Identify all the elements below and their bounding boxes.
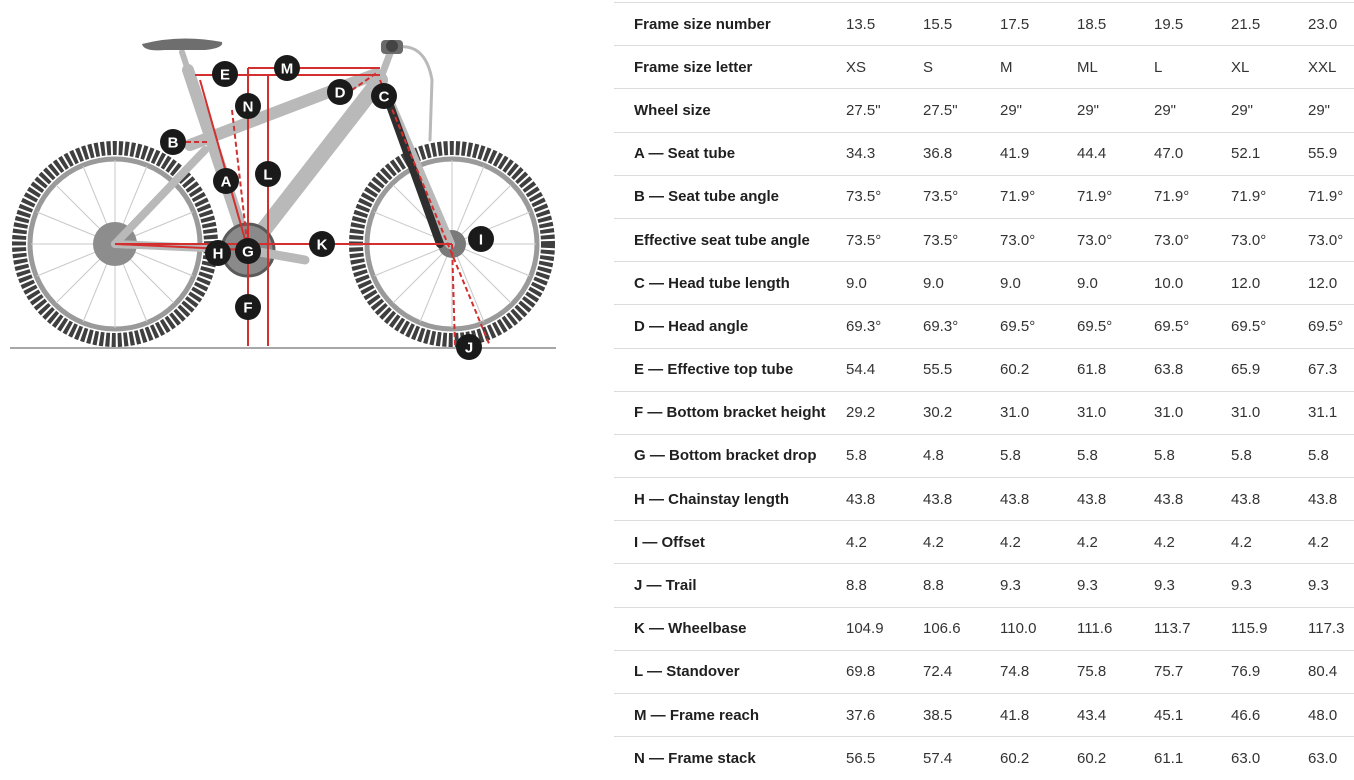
table-cell: 44.4 bbox=[1075, 132, 1152, 175]
table-cell: 63.0 bbox=[1308, 750, 1338, 768]
table-cell: 5.8 bbox=[844, 434, 921, 477]
table-cell: 56.5 bbox=[846, 750, 876, 768]
table-row bbox=[614, 3, 1354, 46]
table-cell: 12.0 bbox=[1306, 262, 1354, 305]
table-cell: 75.7 bbox=[1152, 650, 1229, 693]
row-label: C — Head tube length bbox=[614, 262, 844, 305]
table-row bbox=[614, 348, 1354, 391]
geometry-table bbox=[614, 2, 1354, 780]
row-label: H — Chainstay length bbox=[614, 478, 844, 521]
table-cell: 104.9 bbox=[844, 607, 921, 650]
badge-k-label: K bbox=[316, 236, 328, 254]
table-cell: 60.2 bbox=[1077, 750, 1107, 768]
table-cell: 4.8 bbox=[921, 434, 998, 477]
table-cell: 106.6 bbox=[921, 607, 998, 650]
row-label: Effective seat tube angle bbox=[614, 218, 844, 261]
table-cell: 69.5° bbox=[998, 305, 1075, 348]
table-cell: 4.2 bbox=[1229, 521, 1306, 564]
table-cell: 113.7 bbox=[1152, 607, 1229, 650]
table-cell: 29.2 bbox=[844, 391, 921, 434]
badge-l-label: L bbox=[263, 166, 273, 184]
table-cell: 74.8 bbox=[998, 650, 1075, 693]
table-cell: 10.0 bbox=[1152, 262, 1229, 305]
table-cell: 76.9 bbox=[1229, 650, 1306, 693]
table-cell: 73.5° bbox=[844, 218, 921, 261]
table-cell: 17.5 bbox=[998, 3, 1075, 46]
table-cell: 34.3 bbox=[844, 132, 921, 175]
table-row bbox=[614, 89, 1354, 132]
table-cell: 12.0 bbox=[1229, 262, 1306, 305]
table-row bbox=[614, 218, 1354, 261]
table-cell: 27.5" bbox=[921, 89, 998, 132]
table-cell: 43.8 bbox=[844, 478, 921, 521]
table-cell: 29" bbox=[1306, 89, 1354, 132]
table-cell: 43.4 bbox=[1075, 694, 1152, 737]
badge-h bbox=[205, 240, 231, 266]
row-label: I — Offset bbox=[614, 521, 844, 564]
table-cell: 13.5 bbox=[844, 3, 921, 46]
badge-k bbox=[309, 231, 335, 257]
table-cell: XXL bbox=[1306, 46, 1354, 89]
badge-m-label: M bbox=[280, 60, 294, 78]
table-cell: 23.0 bbox=[1306, 3, 1354, 46]
table-cell: 73.5° bbox=[921, 175, 998, 218]
table-cell: 43.8 bbox=[1306, 478, 1354, 521]
table-cell: 4.2 bbox=[1152, 521, 1229, 564]
saddle bbox=[142, 38, 222, 50]
handlebar bbox=[381, 40, 403, 54]
table-cell: XL bbox=[1229, 46, 1306, 89]
badge-l bbox=[255, 161, 281, 187]
table-row bbox=[614, 650, 1354, 693]
table-cell: 43.8 bbox=[921, 478, 998, 521]
badge-a-label: A bbox=[220, 173, 232, 191]
table-cell: 9.3 bbox=[998, 564, 1075, 607]
table-row bbox=[614, 607, 1354, 650]
table-cell: 48.0 bbox=[1306, 694, 1354, 737]
table-cell: 69.3° bbox=[921, 305, 998, 348]
table-cell: 4.2 bbox=[1306, 521, 1354, 564]
table-cell: 80.4 bbox=[1306, 650, 1354, 693]
table-cell: 61.8 bbox=[1075, 348, 1152, 391]
table-cell: 4.2 bbox=[844, 521, 921, 564]
badge-n bbox=[235, 93, 261, 119]
row-label: L — Standover bbox=[614, 650, 844, 693]
table-cell: 60.2 bbox=[998, 348, 1075, 391]
table-cell: 29" bbox=[1152, 89, 1229, 132]
badge-j-label: J bbox=[464, 339, 474, 357]
table-cell: 31.0 bbox=[1229, 391, 1306, 434]
table-cell: 55.9 bbox=[1306, 132, 1354, 175]
table-row bbox=[614, 564, 1354, 607]
table-cell: 43.8 bbox=[998, 478, 1075, 521]
table-cell: 69.8 bbox=[844, 650, 921, 693]
badge-i-label: I bbox=[478, 231, 484, 249]
badge-c bbox=[371, 83, 397, 109]
table-cell: 31.0 bbox=[1152, 391, 1229, 434]
table-cell: 73.5° bbox=[844, 175, 921, 218]
table-cell: 41.8 bbox=[998, 694, 1075, 737]
table-cell: 5.8 bbox=[998, 434, 1075, 477]
table-cell: 60.2 bbox=[1000, 750, 1030, 768]
table-cell: 73.0° bbox=[998, 218, 1075, 261]
table-cell: 9.3 bbox=[1229, 564, 1306, 607]
table-row bbox=[614, 521, 1354, 564]
table-cell: 18.5 bbox=[1075, 3, 1152, 46]
table-cell: 4.2 bbox=[921, 521, 998, 564]
row-label: K — Wheelbase bbox=[614, 607, 844, 650]
table-cell: 69.5° bbox=[1306, 305, 1354, 348]
badge-f-label: F bbox=[243, 299, 253, 317]
table-row bbox=[614, 46, 1354, 89]
table-cell: 67.3 bbox=[1306, 348, 1354, 391]
table-cell: 21.5 bbox=[1229, 3, 1306, 46]
table-cell: 30.2 bbox=[921, 391, 998, 434]
table-cell: 71.9° bbox=[1306, 175, 1354, 218]
table-cell: 61.1 bbox=[1154, 750, 1184, 768]
table-cell: 63.8 bbox=[1152, 348, 1229, 391]
table-cell: 45.1 bbox=[1152, 694, 1229, 737]
badge-b bbox=[160, 129, 186, 155]
row-label: M — Frame reach bbox=[614, 694, 844, 737]
table-row bbox=[614, 737, 1354, 780]
table-cell: 54.4 bbox=[844, 348, 921, 391]
table-cell: ML bbox=[1075, 46, 1152, 89]
table-cell: 9.3 bbox=[1306, 564, 1354, 607]
badge-f bbox=[235, 294, 261, 320]
row-label: G — Bottom bracket drop bbox=[614, 434, 844, 477]
badge-e bbox=[212, 61, 238, 87]
table-cell: S bbox=[921, 46, 998, 89]
table-row bbox=[614, 694, 1354, 737]
row-label: J — Trail bbox=[614, 564, 844, 607]
table-cell: 69.3° bbox=[844, 305, 921, 348]
table-cell: 43.8 bbox=[1152, 478, 1229, 521]
table-cell: 29" bbox=[1075, 89, 1152, 132]
row-label: Frame size letter bbox=[614, 46, 844, 89]
table-cell: 71.9° bbox=[1229, 175, 1306, 218]
table-cell: 43.8 bbox=[1075, 478, 1152, 521]
table-row bbox=[614, 391, 1354, 434]
table-cell: 31.0 bbox=[1075, 391, 1152, 434]
table-cell: 72.4 bbox=[921, 650, 998, 693]
table-cell: 4.2 bbox=[1075, 521, 1152, 564]
table-cell: 55.5 bbox=[921, 348, 998, 391]
table-cell: 5.8 bbox=[1306, 434, 1354, 477]
table-cell: 37.6 bbox=[844, 694, 921, 737]
table-cell: 8.8 bbox=[921, 564, 998, 607]
table-cell: 15.5 bbox=[921, 3, 998, 46]
table-cell: 71.9° bbox=[1075, 175, 1152, 218]
table-cell: 9.0 bbox=[998, 262, 1075, 305]
table-cell: 65.9 bbox=[1229, 348, 1306, 391]
badge-m bbox=[274, 55, 300, 81]
row-label: D — Head angle bbox=[614, 305, 844, 348]
table-cell: M bbox=[998, 46, 1075, 89]
table-row bbox=[614, 175, 1354, 218]
table-cell: 19.5 bbox=[1152, 3, 1229, 46]
table-cell: 31.1 bbox=[1306, 391, 1354, 434]
row-label: B — Seat tube angle bbox=[614, 175, 844, 218]
table-cell: 29" bbox=[1229, 89, 1306, 132]
table-row bbox=[614, 434, 1354, 477]
table-cell: 69.5° bbox=[1152, 305, 1229, 348]
table-cell: 4.2 bbox=[998, 521, 1075, 564]
badge-j bbox=[456, 334, 482, 360]
table-cell: 5.8 bbox=[1229, 434, 1306, 477]
table-cell: 69.5° bbox=[1229, 305, 1306, 348]
table-cell: 117.3 bbox=[1306, 607, 1354, 650]
table-cell: 38.5 bbox=[921, 694, 998, 737]
table-cell: 73.0° bbox=[1075, 218, 1152, 261]
badge-n-label: N bbox=[242, 98, 254, 116]
table-row bbox=[614, 478, 1354, 521]
table-cell: 9.3 bbox=[1152, 564, 1229, 607]
badge-i bbox=[468, 226, 494, 252]
table-cell: 73.0° bbox=[1229, 218, 1306, 261]
table-cell: 29" bbox=[998, 89, 1075, 132]
row-label: F — Bottom bracket height bbox=[614, 391, 844, 434]
badge-h-label: H bbox=[212, 245, 224, 263]
table-cell: 111.6 bbox=[1075, 607, 1152, 650]
table-cell: 110.0 bbox=[998, 607, 1075, 650]
table-cell: 5.8 bbox=[1152, 434, 1229, 477]
table-cell: 73.0° bbox=[1306, 218, 1354, 261]
row-label: A — Seat tube bbox=[614, 132, 844, 175]
badge-c-label: C bbox=[378, 88, 390, 106]
table-cell: 52.1 bbox=[1229, 132, 1306, 175]
badge-b-label: B bbox=[167, 134, 179, 152]
table-cell: 57.4 bbox=[923, 750, 953, 768]
table-cell: 41.9 bbox=[998, 132, 1075, 175]
table-cell: 75.8 bbox=[1075, 650, 1152, 693]
table-cell: 63.0 bbox=[1231, 750, 1261, 768]
badge-a bbox=[213, 168, 239, 194]
table-row bbox=[614, 262, 1354, 305]
table-cell: 31.0 bbox=[998, 391, 1075, 434]
table-cell: 9.0 bbox=[1075, 262, 1152, 305]
table-cell: 69.5° bbox=[1075, 305, 1152, 348]
table-cell: 27.5" bbox=[844, 89, 921, 132]
table-cell: 9.3 bbox=[1075, 564, 1152, 607]
row-label: Frame size number bbox=[614, 3, 844, 46]
fork bbox=[388, 100, 440, 244]
table-cell: XS bbox=[844, 46, 921, 89]
table-cell: 115.9 bbox=[1229, 607, 1306, 650]
badge-g-label: G bbox=[242, 243, 254, 261]
table-cell: 73.5° bbox=[921, 218, 998, 261]
table-cell: 71.9° bbox=[998, 175, 1075, 218]
table-cell: 47.0 bbox=[1152, 132, 1229, 175]
table-cell: 5.8 bbox=[1075, 434, 1152, 477]
table-cell: 43.8 bbox=[1229, 478, 1306, 521]
row-label: Wheel size bbox=[614, 89, 844, 132]
badge-g bbox=[235, 238, 261, 264]
bike-geometry-diagram bbox=[0, 0, 600, 380]
table-cell: 71.9° bbox=[1152, 175, 1229, 218]
table-cell: 46.6 bbox=[1229, 694, 1306, 737]
row-label: N — Frame stack bbox=[634, 750, 756, 768]
table-cell: 73.0° bbox=[1152, 218, 1229, 261]
badge-d-label: D bbox=[334, 84, 346, 102]
badge-e-label: E bbox=[219, 66, 231, 84]
row-label: E — Effective top tube bbox=[614, 348, 844, 391]
table-cell: L bbox=[1152, 46, 1229, 89]
table-cell: 36.8 bbox=[921, 132, 998, 175]
table-row bbox=[614, 132, 1354, 175]
table-cell: 8.8 bbox=[844, 564, 921, 607]
table-cell: 9.0 bbox=[921, 262, 998, 305]
badge-d bbox=[327, 79, 353, 105]
table-cell: 9.0 bbox=[844, 262, 921, 305]
table-row bbox=[614, 305, 1354, 348]
